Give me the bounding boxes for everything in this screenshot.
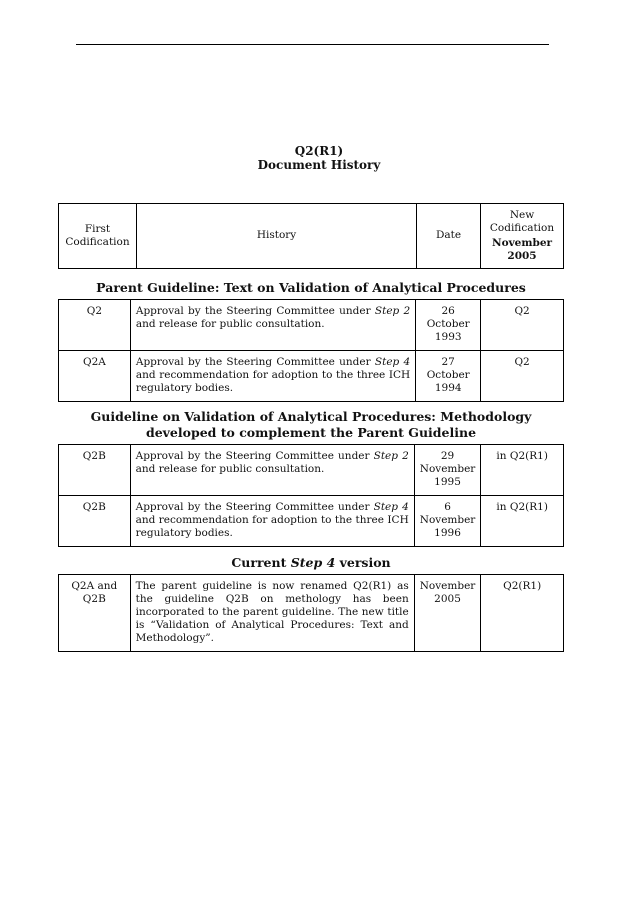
history-text: and release for public consultation. (135, 463, 325, 475)
history-step: Step 4 (374, 356, 411, 368)
document-heading: Document History (257, 158, 381, 172)
table-row (59, 496, 564, 547)
row-code: Q2 (59, 300, 131, 351)
row-new-code: in Q2(R1) (481, 496, 564, 547)
row-new-code: in Q2(R1) (481, 445, 564, 496)
section-methodology-title: Guideline on Validation of Analytical Procedures: Methodology developed to complement the Parent Guideline (90, 409, 532, 440)
row-history (130, 496, 414, 547)
row-date: 6 November 1996 (414, 496, 481, 547)
methodology-table (58, 444, 564, 547)
row-history (130, 300, 415, 351)
history-header-table (58, 203, 564, 269)
history-step: Step 2 (374, 305, 411, 317)
row-history (130, 351, 415, 402)
row-history (130, 445, 414, 496)
row-date: 27 October 1994 (416, 351, 481, 402)
row-new-code: Q2(R1) (481, 575, 564, 652)
history-step: Step 2 (373, 450, 409, 462)
parent-guideline-table (58, 299, 564, 402)
header-first-codification: First Codification (59, 204, 137, 269)
row-code: Q2A and Q2B (59, 575, 131, 652)
history-text: and recommendation for adoption to the three ICH regulatory bodies. (135, 514, 409, 539)
table-row (59, 575, 564, 652)
row-date: 29 November 1995 (414, 445, 481, 496)
section-title-text: Current (231, 555, 291, 570)
document-code: Q2(R1) (294, 144, 344, 158)
row-new-code: Q2 (481, 351, 564, 402)
history-step: Step 4 (373, 501, 409, 513)
history-text: Approval by the Steering Committee under (135, 305, 375, 317)
history-text: Approval by the Steering Committee under (135, 450, 374, 462)
row-date: November 2005 (414, 575, 481, 652)
section-current-version-title (58, 555, 564, 571)
header-history: History (136, 204, 416, 269)
current-version-table (58, 574, 564, 652)
row-history: The parent guideline is now renamed Q2(R1) as the guideline Q2B on methology has been incorporated to the parent guideline. The new title is “Validation of Analytical Procedures: Text and Methodology”. (130, 575, 414, 652)
table-row (59, 445, 564, 496)
top-rule (76, 44, 549, 45)
history-text: and release for public consultation. (135, 318, 325, 330)
header-new-date: November 2005 (491, 237, 553, 262)
header-new-label: New Codification (489, 209, 555, 234)
history-text: Approval by the Steering Committee under (135, 501, 374, 513)
row-date: 26 October 1993 (416, 300, 481, 351)
row-new-code: Q2 (481, 300, 564, 351)
table-row (59, 300, 564, 351)
section-parent-guideline-title: Parent Guideline: Text on Validation of Analytical Procedures (96, 280, 526, 295)
row-code: Q2B (59, 445, 131, 496)
section-title-step: Step 4 (290, 555, 336, 570)
header-new-codification (481, 204, 564, 269)
row-code: Q2A (59, 351, 131, 402)
header-date: Date (417, 204, 481, 269)
section-title-text: version (335, 555, 391, 570)
history-text: and recommendation for adoption to the three ICH regulatory bodies. (135, 369, 411, 394)
history-text: Approval by the Steering Committee under (135, 356, 375, 368)
row-code: Q2B (59, 496, 131, 547)
table-row (59, 351, 564, 402)
